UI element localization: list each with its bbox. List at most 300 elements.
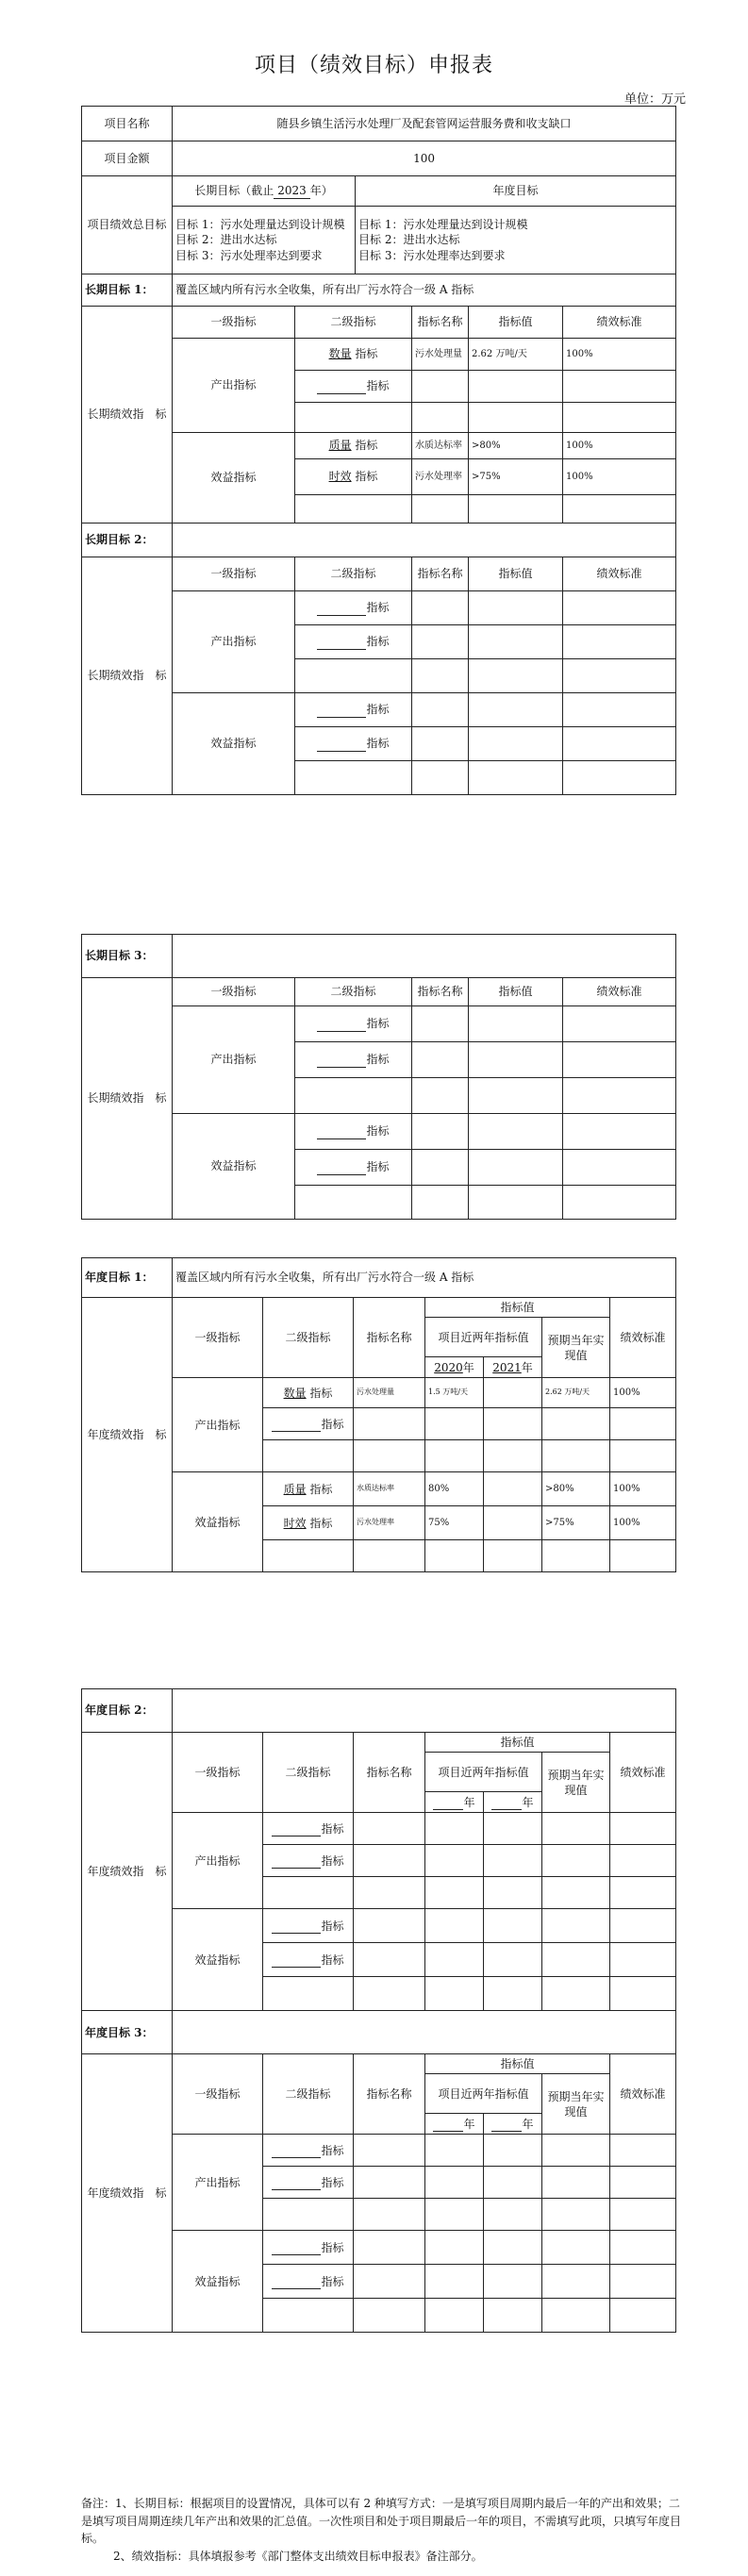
- col-year-a: [425, 1792, 484, 1813]
- empty-cell: [563, 1114, 676, 1150]
- col-year-b: [484, 2114, 542, 2135]
- col-expected: 预期当年实现值: [542, 2074, 610, 2135]
- col-indicator-value: 指标值: [425, 2054, 610, 2074]
- level2-cell: [263, 1378, 354, 1408]
- level2-cell: [263, 1813, 354, 1845]
- level2-cell: [263, 2231, 354, 2265]
- blank-line: [272, 1922, 321, 1934]
- long-goal-2-label: 长期目标 2：: [82, 524, 173, 557]
- empty-cell: [469, 693, 563, 727]
- notes: [81, 2495, 685, 2565]
- empty-cell: [425, 1540, 484, 1572]
- indicator-suffix: 指标: [321, 1853, 344, 1868]
- empty-cell: [542, 2231, 610, 2265]
- empty-cell: [610, 1943, 676, 1977]
- indicator-suffix: 指标: [309, 1386, 333, 1400]
- annual-goal-item: 目标 1：污水处理量达到设计规模: [358, 218, 528, 232]
- indicator-value: >80%: [469, 433, 563, 459]
- empty-cell: [354, 1909, 425, 1943]
- year-b-value: 2021: [492, 1360, 522, 1374]
- year-suffix: 年: [463, 2117, 475, 2131]
- empty-cell: [425, 2299, 484, 2333]
- col-indicator-value: 指标值: [469, 307, 563, 339]
- long-perf-label: 长期绩效指 标: [82, 557, 173, 795]
- empty-cell: [542, 2167, 610, 2199]
- col-standard: 绩效标准: [610, 2054, 676, 2135]
- indicator-standard: 100%: [610, 1472, 676, 1506]
- level2-cell: [295, 433, 412, 459]
- indicator-suffix: 指标: [355, 470, 378, 484]
- empty-cell: [263, 2199, 354, 2231]
- empty-cell: [610, 2167, 676, 2199]
- empty-cell: [469, 625, 563, 659]
- empty-cell: [563, 1006, 676, 1042]
- empty-cell: [610, 2265, 676, 2299]
- empty-cell: [469, 761, 563, 795]
- empty-cell: [469, 1186, 563, 1220]
- empty-cell: [484, 1977, 542, 2011]
- indicator-standard: 100%: [610, 1378, 676, 1408]
- level2-cell: [263, 1909, 354, 1943]
- project-name-value: 随县乡镇生活污水处理厂及配套管网运营服务费和收支缺口: [173, 107, 676, 141]
- col-standard: 绩效标准: [563, 978, 676, 1006]
- empty-cell: [610, 2231, 676, 2265]
- blank-line: [317, 605, 366, 616]
- annual-goal-1-table: [81, 1257, 676, 1572]
- empty-cell: [263, 1877, 354, 1909]
- level2-cell: [295, 1042, 412, 1078]
- blank-line: [317, 1056, 366, 1068]
- empty-cell: [469, 371, 563, 403]
- col-indicator-name: 指标名称: [354, 2054, 425, 2135]
- benefit-label: 效益指标: [173, 1114, 295, 1220]
- empty-cell: [563, 1150, 676, 1186]
- long-goal-item: 目标 2：进出水达标: [175, 233, 277, 247]
- empty-cell: [610, 1813, 676, 1845]
- blank-line: [491, 2120, 522, 2132]
- empty-cell: [425, 2231, 484, 2265]
- empty-cell: [412, 371, 469, 403]
- blank-line: [317, 1164, 366, 1175]
- col-level2: 二级指标: [263, 1733, 354, 1813]
- empty-cell: [610, 1540, 676, 1572]
- level2-cell: [295, 1006, 412, 1042]
- empty-cell: [610, 1877, 676, 1909]
- year-b-value-cell: [484, 1506, 542, 1540]
- empty-cell: [295, 495, 412, 524]
- empty-cell: [425, 1440, 484, 1472]
- col-indicator-name: 指标名称: [412, 557, 469, 591]
- empty-cell: [469, 403, 563, 433]
- empty-cell: [425, 1909, 484, 1943]
- empty-cell: [542, 1943, 610, 1977]
- empty-cell: [469, 1006, 563, 1042]
- empty-cell: [484, 1845, 542, 1877]
- empty-cell: [484, 2199, 542, 2231]
- col-level2: 二级指标: [263, 2054, 354, 2135]
- indicator-name: 污水处理率: [412, 459, 469, 495]
- empty-cell: [412, 659, 469, 693]
- output-label: 产出指标: [173, 2135, 263, 2231]
- empty-cell: [563, 1078, 676, 1114]
- empty-cell: [484, 1943, 542, 1977]
- indicator-suffix: 指标: [321, 2240, 344, 2254]
- level2-value: 数量: [283, 1386, 307, 1400]
- col-standard: 绩效标准: [610, 1733, 676, 1813]
- empty-cell: [542, 1845, 610, 1877]
- empty-cell: [425, 1408, 484, 1440]
- empty-cell: [425, 1943, 484, 1977]
- col-indicator-name: 指标名称: [354, 1298, 425, 1378]
- empty-cell: [542, 1909, 610, 1943]
- empty-cell: [542, 1408, 610, 1440]
- level2-cell: [295, 1150, 412, 1186]
- level2-cell: [263, 1506, 354, 1540]
- blank-line: [272, 1421, 321, 1432]
- empty-cell: [610, 1440, 676, 1472]
- blank-line: [317, 639, 366, 650]
- col-level2: 二级指标: [295, 557, 412, 591]
- empty-cell: [425, 2167, 484, 2199]
- page-title: 项目（绩效目标）申报表: [254, 54, 493, 77]
- empty-cell: [354, 1408, 425, 1440]
- total-goal-text: 项目绩效总目标: [87, 218, 167, 232]
- blank-line: [433, 1799, 463, 1810]
- col-standard: 绩效标准: [563, 307, 676, 339]
- empty-cell: [610, 1977, 676, 2011]
- empty-cell: [610, 1845, 676, 1877]
- empty-cell: [563, 403, 676, 433]
- empty-cell: [354, 2199, 425, 2231]
- level2-cell: [295, 459, 412, 495]
- indicator-suffix: 指标: [309, 1516, 333, 1530]
- long-goal-1-desc: 覆盖区域内所有污水全收集，所有出厂污水符合一级 A 指标: [173, 274, 676, 307]
- empty-cell: [563, 1186, 676, 1220]
- col-indicator-name: 指标名称: [412, 307, 469, 339]
- indicator-suffix: 指标: [321, 1919, 344, 1933]
- project-table: [81, 106, 676, 795]
- empty-cell: [354, 2231, 425, 2265]
- empty-cell: [425, 1877, 484, 1909]
- col-level2: 二级指标: [295, 978, 412, 1006]
- empty-cell: [484, 1540, 542, 1572]
- col-recent-two: 项目近两年指标值: [425, 2074, 542, 2114]
- empty-cell: [425, 2265, 484, 2299]
- empty-cell: [354, 1877, 425, 1909]
- long-perf-label: 长期绩效指 标: [82, 307, 173, 524]
- year-suffix: 年: [463, 1795, 475, 1809]
- annual-goal-list: [356, 207, 676, 274]
- blank-line: [272, 1825, 321, 1836]
- indicator-suffix: 指标: [366, 737, 390, 751]
- indicator-suffix: 指标: [321, 2143, 344, 2157]
- empty-cell: [563, 591, 676, 625]
- output-label: 产出指标: [173, 339, 295, 433]
- annual-goal-1-desc: 覆盖区域内所有污水全收集，所有出厂污水符合一级 A 指标: [173, 1258, 676, 1298]
- empty-cell: [563, 1042, 676, 1078]
- level2-cell: [295, 339, 412, 371]
- indicator-suffix: 指标: [366, 703, 390, 717]
- year-suffix: 年: [462, 1360, 474, 1374]
- long-goal-1-label: 长期目标 1：: [82, 274, 173, 307]
- empty-cell: [484, 2265, 542, 2299]
- long-goal-2-desc: [173, 524, 676, 557]
- year-a-value-cell: 80%: [425, 1472, 484, 1506]
- benefit-label: 效益指标: [173, 1472, 263, 1572]
- empty-cell: [469, 591, 563, 625]
- empty-cell: [354, 2265, 425, 2299]
- annual-goal-table-2: [81, 1688, 676, 2333]
- indicator-suffix: 指标: [321, 2274, 344, 2288]
- blank-line: [317, 383, 366, 394]
- col-expected: 预期当年实现值: [542, 1318, 610, 1378]
- empty-cell: [542, 1440, 610, 1472]
- benefit-label: 效益指标: [173, 2231, 263, 2333]
- expected-value: 2.62 万吨/天: [542, 1378, 610, 1408]
- empty-cell: [563, 761, 676, 795]
- level2-value: 时效: [328, 470, 352, 484]
- col-year-b: [484, 1357, 542, 1378]
- blank-line: [317, 1021, 366, 1032]
- level2-cell: [263, 2167, 354, 2199]
- col-expected: 预期当年实现值: [542, 1753, 610, 1813]
- empty-cell: [263, 1540, 354, 1572]
- empty-cell: [610, 1909, 676, 1943]
- empty-cell: [610, 2199, 676, 2231]
- indicator-suffix: 指标: [321, 2175, 344, 2189]
- empty-cell: [563, 625, 676, 659]
- col-standard: 绩效标准: [563, 557, 676, 591]
- empty-cell: [295, 403, 412, 433]
- output-label: 产出指标: [173, 591, 295, 693]
- col-level2: 二级指标: [263, 1298, 354, 1378]
- level2-cell: [295, 591, 412, 625]
- expected-value: >75%: [542, 1506, 610, 1540]
- annual-goal-2-label: 年度目标 2：: [82, 1689, 173, 1733]
- annual-goal-3-label: 年度目标 3：: [82, 2011, 173, 2054]
- empty-cell: [412, 403, 469, 433]
- indicator-standard: 100%: [563, 433, 676, 459]
- empty-cell: [412, 591, 469, 625]
- blank-line: [317, 740, 366, 752]
- blank-line: [272, 1857, 321, 1869]
- level2-value: 数量: [328, 347, 352, 361]
- empty-cell: [354, 2299, 425, 2333]
- indicator-name: 污水处理量: [412, 339, 469, 371]
- blank-line: [317, 706, 366, 718]
- indicator-suffix: 指标: [366, 1124, 390, 1138]
- empty-cell: [425, 1977, 484, 2011]
- benefit-label: 效益指标: [173, 693, 295, 795]
- year-a-value-cell: 75%: [425, 1506, 484, 1540]
- level2-cell: [263, 1408, 354, 1440]
- col-indicator-value: 指标值: [469, 557, 563, 591]
- empty-cell: [469, 1114, 563, 1150]
- level2-cell: [263, 2265, 354, 2299]
- indicator-name: 水质达标率: [354, 1472, 425, 1506]
- col-indicator-name: 指标名称: [354, 1733, 425, 1813]
- level2-cell: [263, 1943, 354, 1977]
- indicator-name: 污水处理率: [354, 1506, 425, 1540]
- year-suffix: 年: [521, 1360, 533, 1374]
- empty-cell: [263, 1440, 354, 1472]
- long-goal-3-label: 长期目标 3：: [82, 935, 173, 978]
- output-label: 产出指标: [173, 1378, 263, 1472]
- long-goal-suffix: 年）: [309, 183, 333, 197]
- long-goal-list: [173, 207, 356, 274]
- note-2: 2、绩效指标：具体填报参考《部门整体支出绩效目标申报表》备注部分。: [113, 2549, 483, 2563]
- empty-cell: [610, 1408, 676, 1440]
- blank-line: [272, 2179, 321, 2190]
- annual-goal-item: 目标 3：污水处理率达到要求: [358, 248, 506, 262]
- empty-cell: [412, 1078, 469, 1114]
- col-year-b: [484, 1792, 542, 1813]
- empty-cell: [484, 2135, 542, 2167]
- empty-cell: [412, 495, 469, 524]
- empty-cell: [354, 1845, 425, 1877]
- empty-cell: [469, 1078, 563, 1114]
- empty-cell: [412, 1042, 469, 1078]
- year-suffix: 年: [522, 1795, 534, 1809]
- level2-cell: [295, 1114, 412, 1150]
- empty-cell: [542, 2199, 610, 2231]
- year-a-value: 2020: [434, 1360, 463, 1374]
- empty-cell: [425, 1845, 484, 1877]
- indicator-suffix: 指标: [321, 1821, 344, 1836]
- long-goal-header: [173, 176, 356, 207]
- annual-perf-label: 年度绩效指 标: [82, 1298, 173, 1572]
- indicator-suffix: 指标: [366, 635, 390, 649]
- col-level1: 一级指标: [173, 2054, 263, 2135]
- empty-cell: [412, 727, 469, 761]
- empty-cell: [484, 2231, 542, 2265]
- annual-goal-1-label: 年度目标 1：: [82, 1258, 173, 1298]
- empty-cell: [484, 1909, 542, 1943]
- annual-perf-label: 年度绩效指 标: [82, 1733, 173, 2011]
- indicator-name: 水质达标率: [412, 433, 469, 459]
- indicator-name: 污水处理量: [354, 1378, 425, 1408]
- empty-cell: [542, 1813, 610, 1845]
- indicator-suffix: 指标: [355, 439, 378, 453]
- col-level1: 一级指标: [173, 1298, 263, 1378]
- empty-cell: [610, 2299, 676, 2333]
- col-indicator-value: 指标值: [425, 1733, 610, 1753]
- indicator-suffix: 指标: [321, 1953, 344, 1967]
- empty-cell: [354, 1540, 425, 1572]
- annual-goal-header: 年度目标: [356, 176, 676, 207]
- blank-line: [433, 2120, 463, 2132]
- col-year-a: [425, 2114, 484, 2135]
- empty-cell: [563, 659, 676, 693]
- long-goal-item: 目标 1：污水处理量达到设计规模: [175, 218, 345, 232]
- level2-cell: [295, 727, 412, 761]
- indicator-suffix: 指标: [366, 1017, 390, 1031]
- year-a-value-cell: 1.5 万吨/天: [425, 1378, 484, 1408]
- empty-cell: [469, 659, 563, 693]
- benefit-label: 效益指标: [173, 1909, 263, 2011]
- indicator-suffix: 指标: [309, 1482, 333, 1496]
- blank-line: [317, 1128, 366, 1139]
- empty-cell: [542, 1877, 610, 1909]
- indicator-value: >75%: [469, 459, 563, 495]
- goal-table-2: [81, 934, 676, 1220]
- empty-cell: [295, 1186, 412, 1220]
- blank-line: [272, 1956, 321, 1968]
- expected-value: >80%: [542, 1472, 610, 1506]
- long-goal-3-desc: [173, 935, 676, 978]
- level2-cell: [263, 1845, 354, 1877]
- empty-cell: [563, 727, 676, 761]
- empty-cell: [412, 625, 469, 659]
- empty-cell: [563, 693, 676, 727]
- empty-cell: [610, 2135, 676, 2167]
- empty-cell: [354, 2135, 425, 2167]
- unit-label: 单位：万元: [623, 92, 686, 107]
- project-amount-value: 100: [173, 141, 676, 176]
- empty-cell: [412, 1186, 469, 1220]
- col-year-a: [425, 1357, 484, 1378]
- empty-cell: [412, 1150, 469, 1186]
- level2-value: 时效: [283, 1516, 307, 1530]
- empty-cell: [295, 761, 412, 795]
- indicator-standard: 100%: [610, 1506, 676, 1540]
- note-1: 备注：1、长期目标：根据项目的设置情况，具体可以有 2 种填写方式：一是填写项目周期内最后一年的产出和效果；二是填写项目周期连续几年产出和效果的汇总值。一次性项目和处于项目期最后一年的项目，不需填写此项，只填写年度目标。: [81, 2497, 682, 2546]
- empty-cell: [542, 2265, 610, 2299]
- empty-cell: [354, 1977, 425, 2011]
- annual-perf-label: 年度绩效指 标: [82, 2054, 173, 2333]
- year-b-value-cell: [484, 1472, 542, 1506]
- col-indicator-value: 指标值: [425, 1298, 610, 1318]
- annual-goal-2-desc: [173, 1689, 676, 1733]
- indicator-suffix: 指标: [355, 347, 378, 361]
- col-level1: 一级指标: [173, 978, 295, 1006]
- empty-cell: [354, 2167, 425, 2199]
- level2-value: 质量: [283, 1482, 307, 1496]
- empty-cell: [354, 1440, 425, 1472]
- col-level1: 一级指标: [173, 1733, 263, 1813]
- empty-cell: [425, 1813, 484, 1845]
- long-goal-item: 目标 3：污水处理率达到要求: [175, 248, 323, 262]
- year-b-value-cell: [484, 1378, 542, 1408]
- empty-cell: [469, 1042, 563, 1078]
- level2-cell: [295, 371, 412, 403]
- benefit-label: 效益指标: [173, 433, 295, 524]
- col-recent-two: 项目近两年指标值: [425, 1318, 542, 1357]
- project-amount-label: 项目金额: [82, 141, 173, 176]
- year-suffix: 年: [522, 2117, 534, 2131]
- empty-cell: [425, 2199, 484, 2231]
- col-indicator-name: 指标名称: [412, 978, 469, 1006]
- empty-cell: [263, 2299, 354, 2333]
- empty-cell: [484, 1877, 542, 1909]
- empty-cell: [484, 1813, 542, 1845]
- output-label: 产出指标: [173, 1813, 263, 1909]
- col-recent-two: 项目近两年指标值: [425, 1753, 542, 1792]
- empty-cell: [412, 761, 469, 795]
- empty-cell: [425, 2135, 484, 2167]
- empty-cell: [542, 1540, 610, 1572]
- project-name-label: 项目名称: [82, 107, 173, 141]
- long-perf-label: 长期绩效指 标: [82, 978, 173, 1220]
- col-standard: 绩效标准: [610, 1298, 676, 1378]
- empty-cell: [484, 2167, 542, 2199]
- level2-cell: [295, 625, 412, 659]
- col-level1: 一级指标: [173, 557, 295, 591]
- blank-line: [491, 1799, 522, 1810]
- annual-goal-3-desc: [173, 2011, 676, 2054]
- empty-cell: [542, 2299, 610, 2333]
- empty-cell: [484, 2299, 542, 2333]
